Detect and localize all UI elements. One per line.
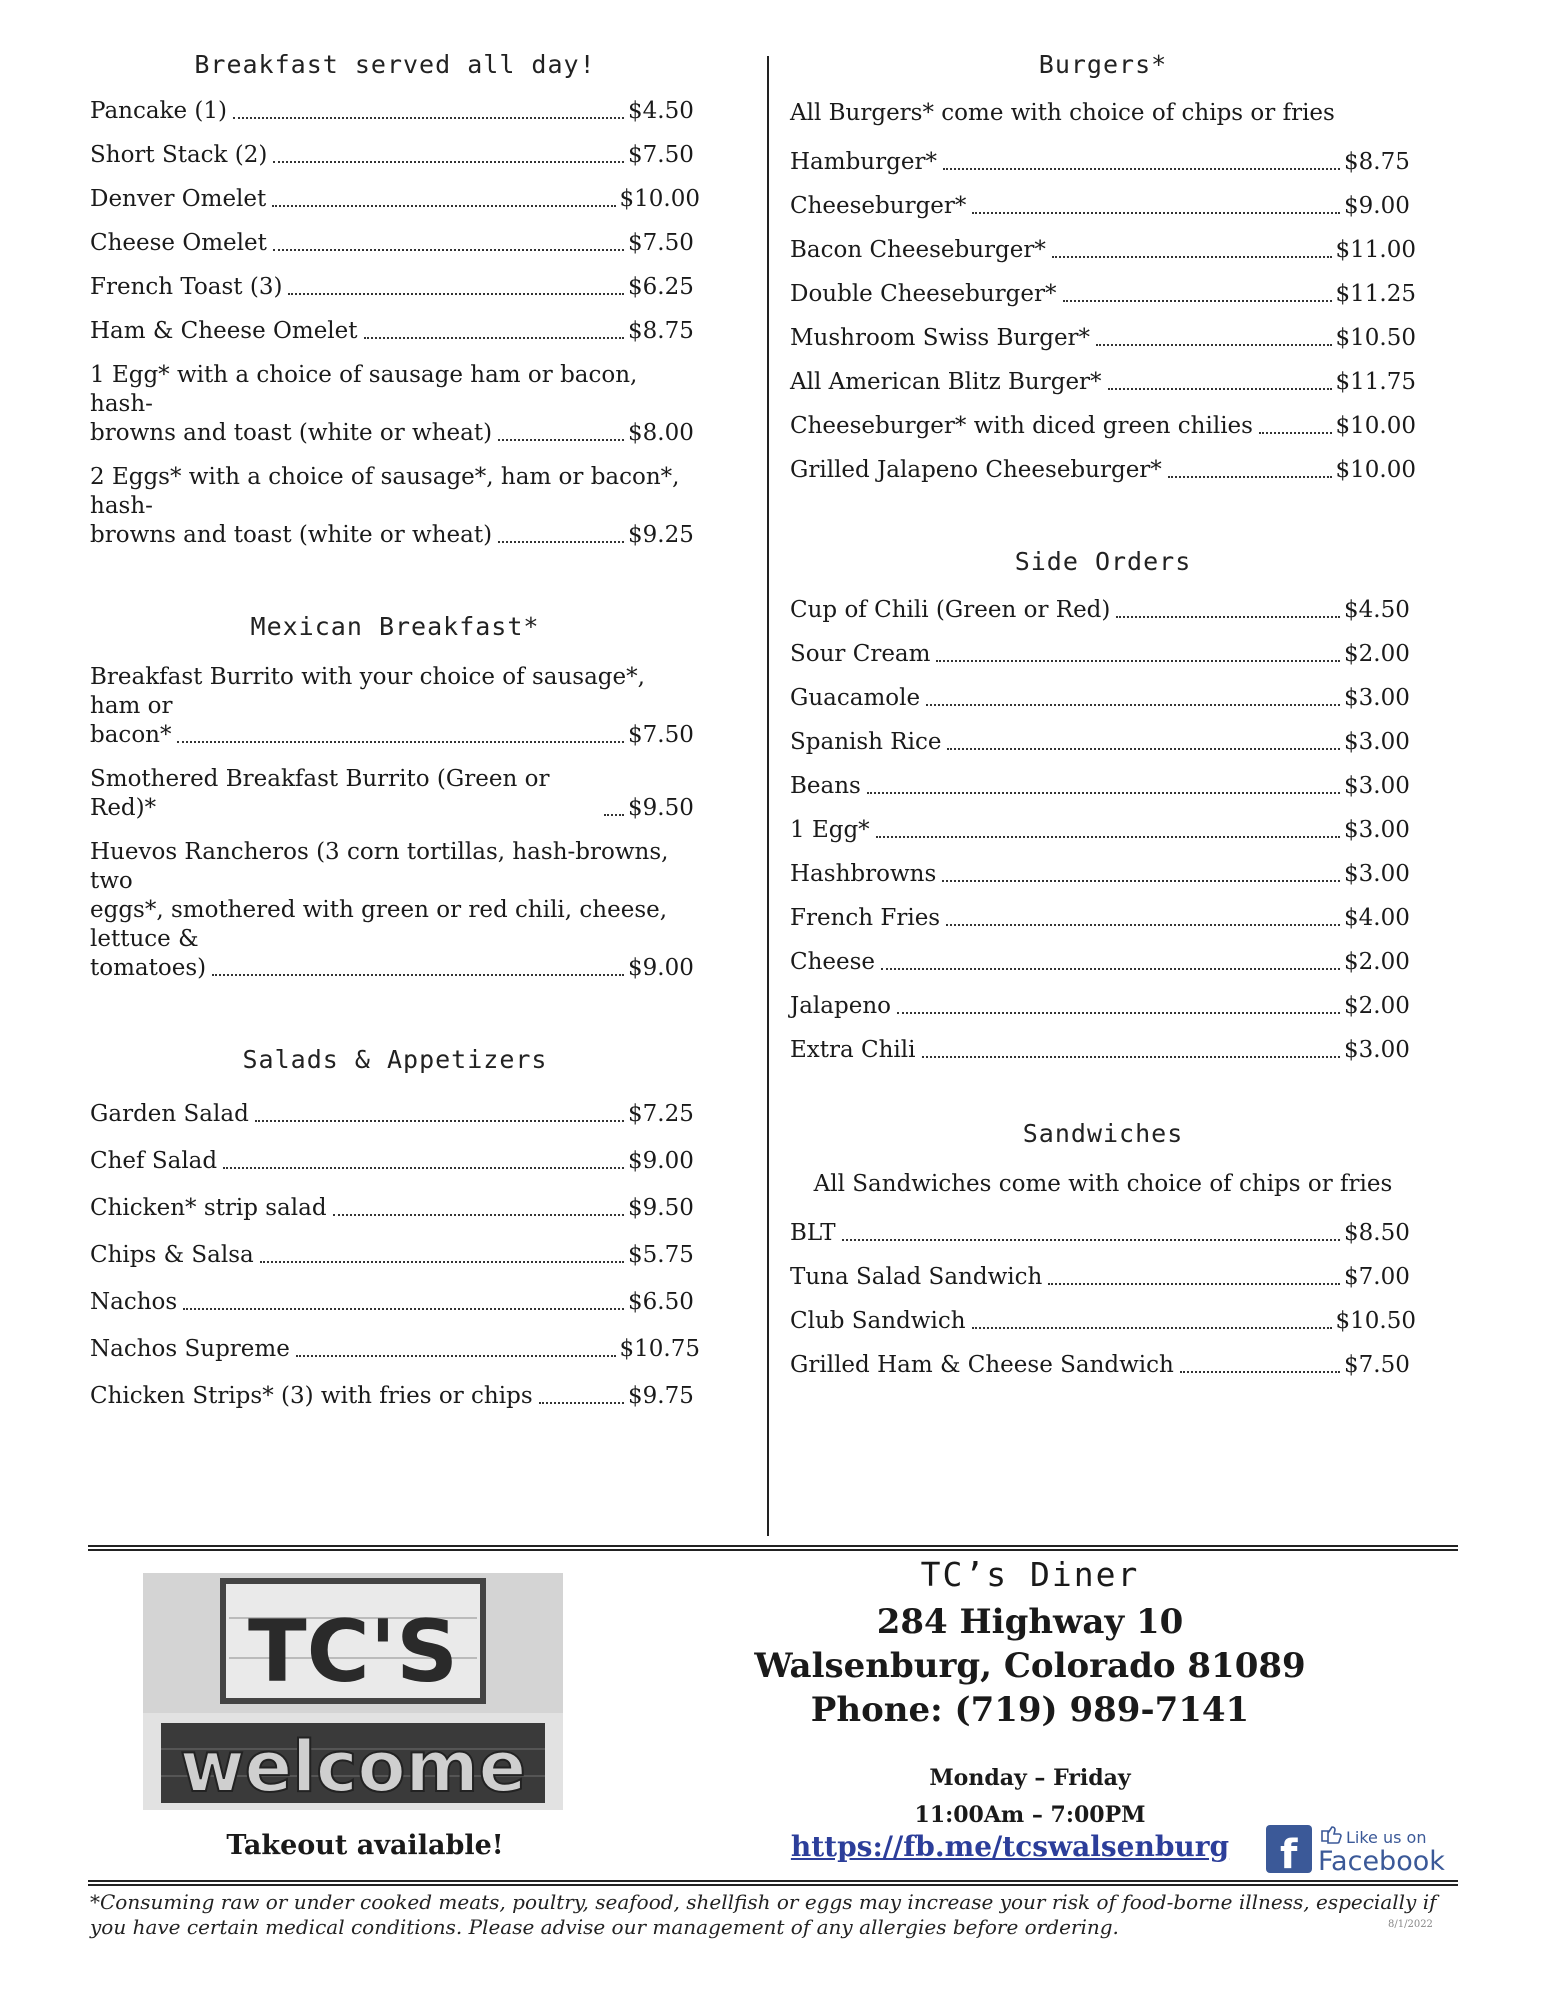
sides-section bbox=[790, 547, 1416, 1065]
leader-dots bbox=[296, 1355, 616, 1357]
facebook-link[interactable]: https://fb.me/tcswalsenburg bbox=[790, 1830, 1230, 1863]
item-price: $4.50 bbox=[628, 98, 694, 124]
column-divider bbox=[767, 56, 769, 1536]
menu-item bbox=[790, 192, 1416, 221]
menu-item bbox=[790, 596, 1416, 625]
footer-bottom-rule bbox=[88, 1880, 1458, 1886]
item-name: BLT bbox=[790, 1220, 836, 1246]
menu-item bbox=[90, 1100, 700, 1129]
burgers-note: All Burgers* come with choice of chips or fries bbox=[790, 100, 1335, 126]
address-line2: Walsenburg, Colorado 81089 bbox=[754, 1646, 1306, 1686]
left-column bbox=[90, 50, 700, 1429]
item-price: $8.75 bbox=[628, 318, 694, 344]
item-name: Nachos Supreme bbox=[90, 1336, 290, 1362]
menu-item bbox=[790, 992, 1416, 1021]
burgers-title: Burgers* bbox=[1038, 50, 1168, 79]
item-name: Guacamole bbox=[790, 685, 921, 711]
menu-item bbox=[790, 948, 1416, 977]
item-name: Chicken Strips* (3) with fries or chips bbox=[90, 1383, 533, 1409]
menu-item bbox=[790, 368, 1416, 397]
sandwiches-note: All Sandwiches come with choice of chips or fries bbox=[813, 1171, 1393, 1197]
item-name: Tuna Salad Sandwich bbox=[790, 1264, 1043, 1290]
item-price: $10.50 bbox=[1335, 1308, 1416, 1334]
item-price: $10.50 bbox=[1335, 325, 1416, 351]
item-name: Cup of Chili (Green or Red) bbox=[790, 597, 1111, 623]
item-name: Short Stack (2) bbox=[90, 142, 268, 168]
allergy-disclaimer bbox=[90, 1890, 1440, 1940]
menu-item bbox=[790, 816, 1416, 845]
item-price: $3.00 bbox=[1344, 729, 1410, 755]
menu-item bbox=[90, 663, 700, 750]
item-price: $10.00 bbox=[1335, 457, 1416, 483]
item-name: Smothered Breakfast Burrito (Green or Red)* bbox=[90, 766, 550, 821]
item-name: Cheeseburger* with diced green chilies bbox=[790, 413, 1253, 439]
item-name: Beans bbox=[790, 773, 861, 799]
leader-dots bbox=[272, 205, 615, 207]
item-price: $9.00 bbox=[1344, 193, 1410, 219]
item-price: $7.25 bbox=[628, 1101, 694, 1127]
menu-item bbox=[90, 361, 700, 448]
facebook-badge-graphic bbox=[1266, 1823, 1456, 1875]
breakfast-title: Breakfast served all day! bbox=[194, 50, 596, 79]
sandwiches-title: Sandwiches bbox=[1022, 1119, 1184, 1148]
leader-dots bbox=[273, 161, 624, 163]
menu-item bbox=[90, 463, 700, 550]
leader-dots bbox=[273, 249, 624, 251]
date-stamp: 8/1/2022 bbox=[1388, 1919, 1433, 1930]
item-name: Hashbrowns bbox=[790, 861, 937, 887]
welcome-sign-photo bbox=[143, 1573, 563, 1810]
breakfast-list bbox=[90, 97, 700, 550]
item-name: All American Blitz Burger* bbox=[790, 369, 1102, 395]
mexican-title: Mexican Breakfast* bbox=[250, 612, 540, 641]
leader-dots bbox=[946, 924, 1340, 926]
item-price: $10.00 bbox=[1335, 413, 1416, 439]
item-price: $9.00 bbox=[628, 955, 694, 981]
menu-item bbox=[90, 838, 700, 983]
leader-dots bbox=[604, 814, 624, 816]
leader-dots bbox=[1259, 432, 1332, 434]
item-name-line1: Huevos Rancheros (3 corn tortillas, hash-browns, two bbox=[90, 839, 669, 894]
menu-item bbox=[790, 684, 1416, 713]
item-price: $6.25 bbox=[628, 274, 694, 300]
item-name: Cheese bbox=[790, 949, 876, 975]
takeout-note: Takeout available! bbox=[226, 1830, 504, 1861]
leader-dots bbox=[212, 974, 624, 976]
item-price: $3.00 bbox=[1344, 1037, 1410, 1063]
leader-dots bbox=[897, 1012, 1340, 1014]
phone: Phone: (719) 989-7141 bbox=[810, 1690, 1250, 1730]
item-price: $8.50 bbox=[1344, 1220, 1410, 1246]
item-price: $7.50 bbox=[628, 142, 694, 168]
item-name-line2: eggs*, smothered with green or red chili, cheese, lettuce & bbox=[90, 897, 668, 952]
item-price: $3.00 bbox=[1344, 685, 1410, 711]
item-price: $5.75 bbox=[628, 1242, 694, 1268]
item-name: Chef Salad bbox=[90, 1148, 218, 1174]
leader-dots bbox=[223, 1167, 624, 1169]
sandwiches-section bbox=[790, 1119, 1416, 1380]
item-price: $11.75 bbox=[1335, 369, 1416, 395]
menu-item bbox=[90, 1288, 700, 1317]
menu-item bbox=[790, 1351, 1416, 1380]
menu-item bbox=[790, 860, 1416, 889]
menu-item bbox=[90, 1194, 700, 1223]
menu-item bbox=[90, 1147, 700, 1176]
item-name: Garden Salad bbox=[90, 1101, 249, 1127]
item-name: Chicken* strip salad bbox=[90, 1195, 327, 1221]
item-price: $3.00 bbox=[1344, 773, 1410, 799]
leader-dots bbox=[1180, 1371, 1340, 1373]
leader-dots bbox=[498, 439, 624, 441]
item-price: $9.25 bbox=[628, 522, 694, 548]
item-name: Grilled Jalapeno Cheeseburger* bbox=[790, 457, 1162, 483]
menu-item bbox=[790, 412, 1416, 441]
like-us-text: Like us on bbox=[1346, 1828, 1427, 1847]
menu-item bbox=[90, 229, 700, 258]
leader-dots bbox=[943, 168, 1340, 170]
item-name: Club Sandwich bbox=[790, 1308, 966, 1334]
menu-item bbox=[790, 1036, 1416, 1065]
item-name: Cheese Omelet bbox=[90, 230, 267, 256]
leader-dots bbox=[260, 1261, 624, 1263]
breakfast-section bbox=[90, 50, 700, 550]
item-price: $7.00 bbox=[1344, 1264, 1410, 1290]
mexican-section bbox=[90, 612, 700, 983]
item-name: Cheeseburger* bbox=[790, 193, 967, 219]
item-name-line1: 2 Eggs* with a choice of sausage*, ham or bacon*, hash- bbox=[90, 464, 680, 519]
item-name: French Toast (3) bbox=[90, 274, 283, 300]
item-name: Extra Chili bbox=[790, 1037, 916, 1063]
leader-dots bbox=[881, 968, 1340, 970]
item-name: Pancake (1) bbox=[90, 98, 228, 124]
item-name: Spanish Rice bbox=[790, 729, 942, 755]
leader-dots bbox=[1168, 476, 1332, 478]
leader-dots bbox=[876, 836, 1340, 838]
leader-dots bbox=[1096, 344, 1331, 346]
menu-item bbox=[790, 280, 1416, 309]
item-price: $3.00 bbox=[1344, 861, 1410, 887]
item-name-line2: browns and toast (white or wheat) bbox=[90, 420, 493, 446]
item-name: Nachos bbox=[90, 1289, 178, 1315]
menu-item bbox=[790, 324, 1416, 353]
menu-item bbox=[790, 1307, 1416, 1336]
menu-item bbox=[790, 772, 1416, 801]
hours-days: Monday – Friday bbox=[929, 1765, 1131, 1791]
item-price: $11.00 bbox=[1335, 237, 1416, 263]
leader-dots bbox=[936, 660, 1340, 662]
menu-item bbox=[790, 904, 1416, 933]
item-name: Grilled Ham & Cheese Sandwich bbox=[790, 1352, 1174, 1378]
item-price: $7.50 bbox=[1344, 1352, 1410, 1378]
leader-dots bbox=[288, 293, 624, 295]
item-price: $6.50 bbox=[628, 1289, 694, 1315]
leader-dots bbox=[922, 1056, 1340, 1058]
sides-title: Side Orders bbox=[1014, 547, 1192, 576]
menu-item bbox=[790, 236, 1416, 265]
menu-item bbox=[90, 273, 700, 302]
leader-dots bbox=[1052, 256, 1332, 258]
leader-dots bbox=[947, 748, 1340, 750]
item-price: $10.00 bbox=[619, 186, 700, 212]
item-price: $2.00 bbox=[1344, 641, 1410, 667]
leader-dots bbox=[539, 1402, 624, 1404]
leader-dots bbox=[1048, 1283, 1340, 1285]
salads-title: Salads & Appetizers bbox=[242, 1045, 548, 1074]
leader-dots bbox=[177, 741, 624, 743]
right-column bbox=[790, 50, 1416, 1395]
item-name: Ham & Cheese Omelet bbox=[90, 318, 358, 344]
welcome-sign-illustration bbox=[143, 1573, 563, 1810]
leader-dots bbox=[498, 541, 624, 543]
burgers-section bbox=[790, 50, 1416, 485]
menu-item bbox=[90, 1335, 700, 1364]
leader-dots bbox=[972, 212, 1340, 214]
item-name: 1 Egg* bbox=[790, 817, 870, 843]
item-price: $8.00 bbox=[628, 420, 694, 446]
leader-dots bbox=[1116, 616, 1340, 618]
item-price: $3.00 bbox=[1344, 817, 1410, 843]
thumbs-up-icon bbox=[1322, 1827, 1341, 1843]
item-name: Double Cheeseburger* bbox=[790, 281, 1057, 307]
address-line1: 284 Highway 10 bbox=[876, 1602, 1184, 1642]
item-name: Hamburger* bbox=[790, 149, 937, 175]
facebook-text: Facebook bbox=[1318, 1846, 1445, 1875]
sign-tcs-text: TC'S bbox=[247, 1602, 459, 1702]
menu-item bbox=[790, 148, 1416, 177]
leader-dots bbox=[255, 1120, 624, 1122]
menu-item bbox=[790, 728, 1416, 757]
menu-item bbox=[90, 185, 700, 214]
item-price: $7.50 bbox=[628, 722, 694, 748]
facebook-badge[interactable] bbox=[1266, 1823, 1456, 1875]
leader-dots bbox=[1063, 300, 1332, 302]
hours-time: 11:00Am – 7:00PM bbox=[914, 1802, 1146, 1828]
item-price: $10.75 bbox=[619, 1336, 700, 1362]
item-price: $4.50 bbox=[1344, 597, 1410, 623]
item-price: $8.75 bbox=[1344, 149, 1410, 175]
menu-item bbox=[90, 765, 700, 823]
salads-section bbox=[90, 1045, 700, 1411]
leader-dots bbox=[1108, 388, 1332, 390]
menu-item bbox=[90, 1241, 700, 1270]
item-price: $2.00 bbox=[1344, 949, 1410, 975]
item-name: Sour Cream bbox=[790, 641, 931, 667]
item-name: Bacon Cheeseburger* bbox=[790, 237, 1046, 263]
disclaimer-line2: you have certain medical conditions. Please advise our management of any allergies before ordering. bbox=[90, 1915, 1119, 1939]
item-name-line2: bacon* bbox=[90, 722, 172, 748]
item-name-line2: browns and toast (white or wheat) bbox=[90, 522, 493, 548]
leader-dots bbox=[233, 117, 624, 119]
leader-dots bbox=[926, 704, 1340, 706]
item-name: Mushroom Swiss Burger* bbox=[790, 325, 1091, 351]
item-name-line1: 1 Egg* with a choice of sausage ham or bacon, hash- bbox=[90, 362, 638, 417]
item-name: Denver Omelet bbox=[90, 186, 267, 212]
leader-dots bbox=[364, 337, 624, 339]
diner-name: TC’s Diner bbox=[920, 1555, 1140, 1594]
menu-item bbox=[790, 1219, 1416, 1248]
menu-item bbox=[90, 317, 700, 346]
menu-item bbox=[790, 640, 1416, 669]
item-price: $2.00 bbox=[1344, 993, 1410, 1019]
item-price: $11.25 bbox=[1335, 281, 1416, 307]
menu-item bbox=[90, 141, 700, 170]
disclaimer-line1: *Consuming raw or under cooked meats, poultry, seafood, shellfish or eggs may increase your risk of food-borne illness, especially if bbox=[90, 1890, 1437, 1914]
footer-top-rule bbox=[88, 1545, 1458, 1551]
item-price: $9.50 bbox=[628, 795, 694, 821]
leader-dots bbox=[842, 1239, 1340, 1241]
sign-welcome-text: welcome bbox=[179, 1726, 527, 1808]
item-price: $7.50 bbox=[628, 230, 694, 256]
menu-item bbox=[90, 1382, 700, 1411]
menu-item bbox=[90, 97, 700, 126]
item-name-line1: Breakfast Burrito with your choice of sausage*, ham or bbox=[90, 664, 645, 719]
svg-text:f: f bbox=[1280, 1832, 1298, 1875]
leader-dots bbox=[972, 1327, 1332, 1329]
item-price: $9.50 bbox=[628, 1195, 694, 1221]
leader-dots bbox=[333, 1214, 624, 1216]
item-price: $9.75 bbox=[628, 1383, 694, 1409]
item-price: $9.00 bbox=[628, 1148, 694, 1174]
menu-item bbox=[790, 1263, 1416, 1292]
item-name-line3: tomatoes) bbox=[90, 955, 207, 981]
leader-dots bbox=[867, 792, 1340, 794]
item-name: Jalapeno bbox=[790, 993, 891, 1019]
item-name: French Fries bbox=[790, 905, 941, 931]
menu-item bbox=[790, 456, 1416, 485]
leader-dots bbox=[942, 880, 1340, 882]
item-price: $4.00 bbox=[1344, 905, 1410, 931]
item-name: Chips & Salsa bbox=[90, 1242, 254, 1268]
leader-dots bbox=[183, 1308, 624, 1310]
